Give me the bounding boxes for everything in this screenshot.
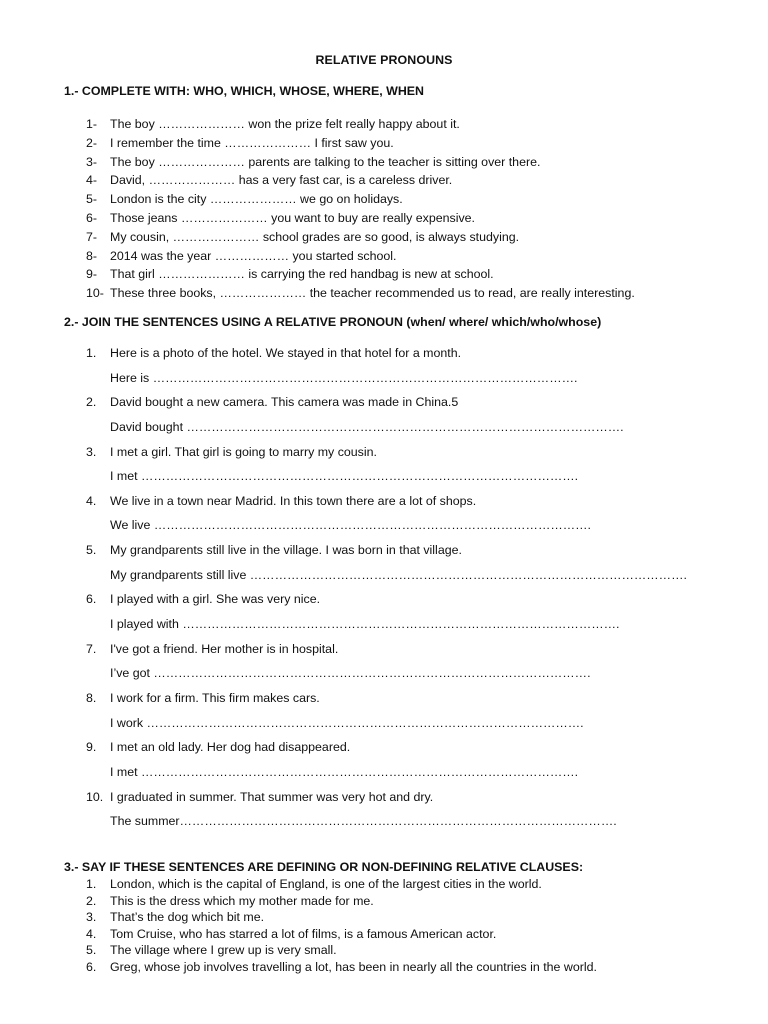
- item-number: 6.: [86, 592, 97, 607]
- answer-line[interactable]: I played with …………………………………………………………………………………………….: [110, 617, 620, 632]
- item-number: 2.: [86, 893, 97, 908]
- question-line: [86, 789, 726, 814]
- item-number: 1-: [86, 117, 98, 131]
- answer-line[interactable]: I’ve got …………………………………………………………………………………………….: [110, 666, 591, 681]
- list-item: [86, 247, 726, 266]
- list-item: [86, 209, 726, 228]
- question-line: [86, 641, 726, 666]
- item-number: 8.: [86, 691, 97, 706]
- list-item: [86, 909, 726, 926]
- item-number: 5-: [86, 192, 98, 207]
- answer-line[interactable]: I met …………………………………………………………………………………………….: [110, 469, 579, 484]
- item-number: 4.: [86, 926, 97, 941]
- section-3-list: [86, 876, 726, 975]
- item-number: 1.: [86, 877, 97, 891]
- question-line: [86, 591, 726, 616]
- item-text: The boy ………………… parents are talking to the teacher is sitting over there.: [110, 154, 541, 169]
- list-item: [86, 171, 726, 190]
- exercise-item: [86, 493, 726, 542]
- list-item: [86, 134, 726, 153]
- list-item: [86, 876, 726, 893]
- answer-line[interactable]: I met …………………………………………………………………………………………….: [110, 764, 579, 779]
- item-text: Greg, whose job involves travelling a lot, has been in nearly all the countries in the world.: [110, 959, 597, 974]
- list-item: [86, 284, 726, 303]
- item-text: London, which is the capital of England, is one of the largest cities in the world.: [110, 877, 542, 891]
- exercise-item: [86, 394, 726, 443]
- list-item: [86, 942, 726, 959]
- item-text: This is the dress which my mother made for me.: [110, 893, 374, 908]
- section-1-list: [86, 115, 726, 303]
- page-title: RELATIVE PRONOUNS: [315, 53, 453, 67]
- item-number: 10-: [86, 286, 104, 301]
- list-item: [86, 265, 726, 284]
- question-line: [86, 690, 726, 715]
- section-3-heading: 3.- SAY IF THESE SENTENCES ARE DEFINING OR NON-DEFINING RELATIVE CLAUSES:: [64, 860, 584, 874]
- list-item: [86, 115, 726, 134]
- answer-line[interactable]: The summer…………………………………………………………………………………………….: [110, 814, 617, 829]
- exercise-item: [86, 542, 726, 591]
- item-text: That girl ………………… is carrying the red handbag is new at school.: [110, 267, 494, 282]
- answer-line[interactable]: I work …………………………………………………………………………………………….: [110, 715, 584, 730]
- question-text: I met an old lady. Her dog had disappeared.: [110, 740, 351, 755]
- question-text: My grandparents still live in the village. I was born in that village.: [110, 543, 462, 558]
- answer-line[interactable]: We live …………………………………………………………………………………………….: [110, 518, 591, 533]
- question-line: [86, 493, 726, 518]
- exercise-item: [86, 789, 726, 838]
- item-number: 6.: [86, 959, 97, 974]
- item-number: 6-: [86, 210, 98, 225]
- item-text: Those jeans ………………… you want to buy are really expensive.: [110, 210, 475, 225]
- item-number: 5.: [86, 943, 97, 957]
- question-line: [86, 345, 726, 370]
- list-item: [86, 893, 726, 910]
- section-2-heading: 2.- JOIN THE SENTENCES USING A RELATIVE PRONOUN (when/ where/ which/who/whose): [64, 315, 602, 329]
- answer-line[interactable]: My grandparents still live …………………………………………………………………………………………….: [110, 567, 687, 582]
- item-number: 7-: [86, 229, 98, 244]
- item-text: The village where I grew up is very small.: [110, 943, 337, 957]
- item-text: David, ………………… has a very fast car, is a careless driver.: [110, 173, 453, 188]
- question-text: I work for a firm. This firm makes cars.: [110, 691, 320, 706]
- item-number: 9-: [86, 267, 98, 282]
- item-number: 8-: [86, 248, 98, 263]
- item-number: 5.: [86, 543, 97, 558]
- item-number: 4.: [86, 493, 97, 508]
- question-text: I've got a friend. Her mother is in hospital.: [110, 641, 339, 656]
- list-item: [86, 190, 726, 209]
- section-1-heading: 1.- COMPLETE WITH: WHO, WHICH, WHOSE, WHERE, WHEN: [64, 84, 424, 98]
- question-text: I graduated in summer. That summer was very hot and dry.: [110, 789, 434, 804]
- exercise-item: [86, 591, 726, 640]
- item-text: These three books, ………………… the teacher recommended us to read, are really interesting.: [110, 286, 635, 301]
- question-text: David bought a new camera. This camera was made in China.5: [110, 395, 459, 410]
- list-item: [86, 228, 726, 247]
- question-text: Here is a photo of the hotel. We stayed in that hotel for a month.: [110, 346, 462, 360]
- question-line: [86, 394, 726, 419]
- item-text: That’s the dog which bit me.: [110, 910, 265, 924]
- item-number: 7.: [86, 641, 97, 656]
- question-line: [86, 739, 726, 764]
- question-text: I played with a girl. She was very nice.: [110, 592, 321, 607]
- exercise-item: [86, 739, 726, 788]
- exercise-item: [86, 444, 726, 493]
- item-text: My cousin, ………………… school grades are so good, is always studying.: [110, 229, 520, 244]
- question-text: We live in a town near Madrid. In this town there are a lot of shops.: [110, 493, 477, 508]
- item-number: 3.: [86, 910, 97, 924]
- answer-line[interactable]: David bought …………………………………………………………………………………………….: [110, 419, 624, 434]
- question-line: [86, 542, 726, 567]
- item-text: I remember the time ………………… I first saw you.: [110, 135, 394, 150]
- exercise-item: [86, 641, 726, 690]
- item-text: London is the city ………………… we go on holidays.: [110, 192, 403, 207]
- question-text: I met a girl. That girl is going to marry my cousin.: [110, 444, 377, 459]
- list-item: [86, 926, 726, 943]
- list-item: [86, 959, 726, 976]
- question-line: [86, 444, 726, 469]
- item-number: 3.: [86, 444, 97, 459]
- item-number: 2-: [86, 135, 98, 150]
- item-number: 1.: [86, 346, 97, 360]
- item-number: 3-: [86, 154, 98, 169]
- item-text: 2014 was the year ……………… you started school.: [110, 248, 397, 263]
- section-2-list: [86, 345, 726, 838]
- item-number: 4-: [86, 173, 98, 188]
- list-item: [86, 153, 726, 172]
- exercise-item: [86, 690, 726, 739]
- item-text: Tom Cruise, who has starred a lot of films, is a famous American actor.: [110, 926, 497, 941]
- exercise-item: [86, 345, 726, 394]
- item-number: 9.: [86, 740, 97, 755]
- item-text: The boy ………………… won the prize felt really happy about it.: [110, 117, 460, 131]
- answer-line[interactable]: Here is ………………………………………………………………………………………….: [110, 370, 578, 385]
- item-number: 10.: [86, 789, 104, 804]
- item-number: 2.: [86, 395, 97, 410]
